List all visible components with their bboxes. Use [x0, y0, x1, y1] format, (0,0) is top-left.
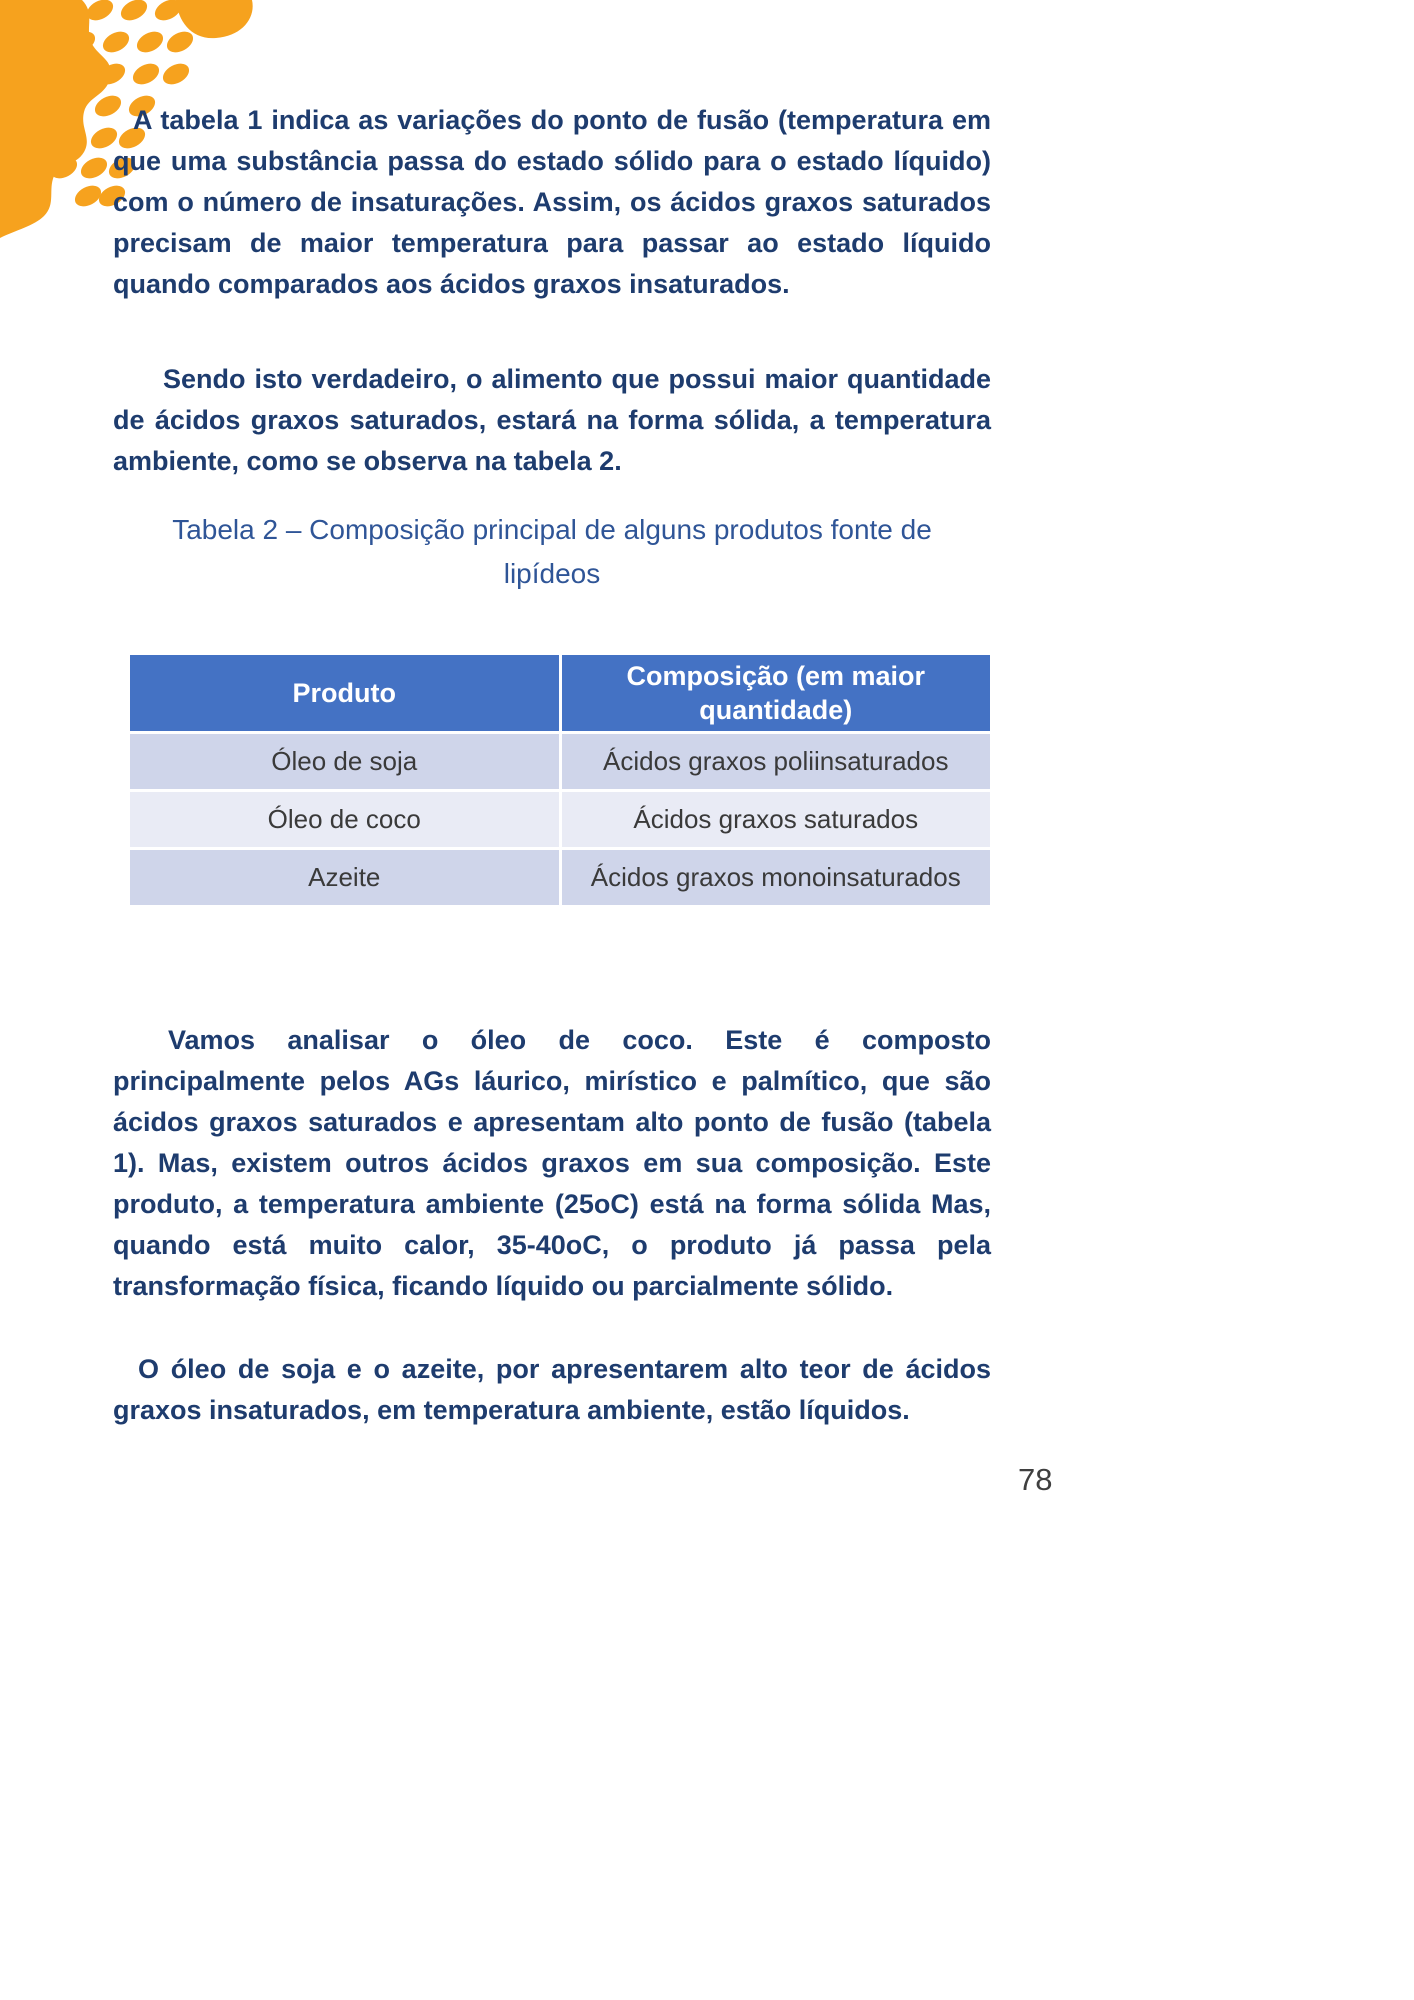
table-header-row	[129, 654, 992, 733]
table-caption: Tabela 2 – Composição principal de alguns produtos fonte de lipídeos	[172, 514, 932, 589]
table-cell-composicao: Ácidos graxos saturados	[560, 791, 992, 849]
table-cell-composicao: Ácidos graxos monoinsaturados	[560, 849, 992, 907]
page-content	[113, 100, 991, 1431]
table-header-produto: Produto	[129, 654, 561, 733]
table-cell-produto: Óleo de coco	[129, 791, 561, 849]
paragraph-soy-olive-oil: O óleo de soja e o azeite, por apresentarem alto teor de ácidos graxos insaturados, em temperatura ambiente, estão líquidos.	[113, 1354, 991, 1425]
paragraph-coconut-oil: Vamos analisar o óleo de coco. Este é composto principalmente pelos AGs láurico, mirístico e palmítico, que são ácidos graxos saturados e apresentam alto ponto de fusão (tabela 1). Mas, existem outros ácidos graxos em sua composição. Este produto, a temperatura ambiente (25oC) está na forma sólida Mas, quando está muito calor, 35-40oC, o produto já passa pela transformação física, ficando líquido ou parcialmente sólido.	[113, 1025, 991, 1301]
table-row-oleo-de-soja	[129, 733, 992, 791]
paragraph-melting-point: A tabela 1 indica as variações do ponto de fusão (temperatura em que uma substância passa do estado sólido para o estado líquido) com o número de insaturações. Assim, os ácidos graxos saturados precisam de maior temperatura para passar ao estado líquido quando comparados aos ácidos graxos insaturados.	[113, 105, 991, 299]
table-cell-produto: Óleo de soja	[129, 733, 561, 791]
paragraph-solid-form: Sendo isto verdadeiro, o alimento que possui maior quantidade de ácidos graxos saturados, estará na forma sólida, a temperatura ambiente, como se observa na tabela 2.	[113, 364, 991, 476]
table-cell-composicao: Ácidos graxos poliinsaturados	[560, 733, 992, 791]
table-row-oleo-de-coco	[129, 791, 992, 849]
composition-table	[127, 652, 993, 908]
table-cell-produto: Azeite	[129, 849, 561, 907]
table-header-composicao: Composição (em maior quantidade)	[560, 654, 992, 733]
table-row-azeite	[129, 849, 992, 907]
page-number: 78	[1018, 1462, 1053, 1497]
